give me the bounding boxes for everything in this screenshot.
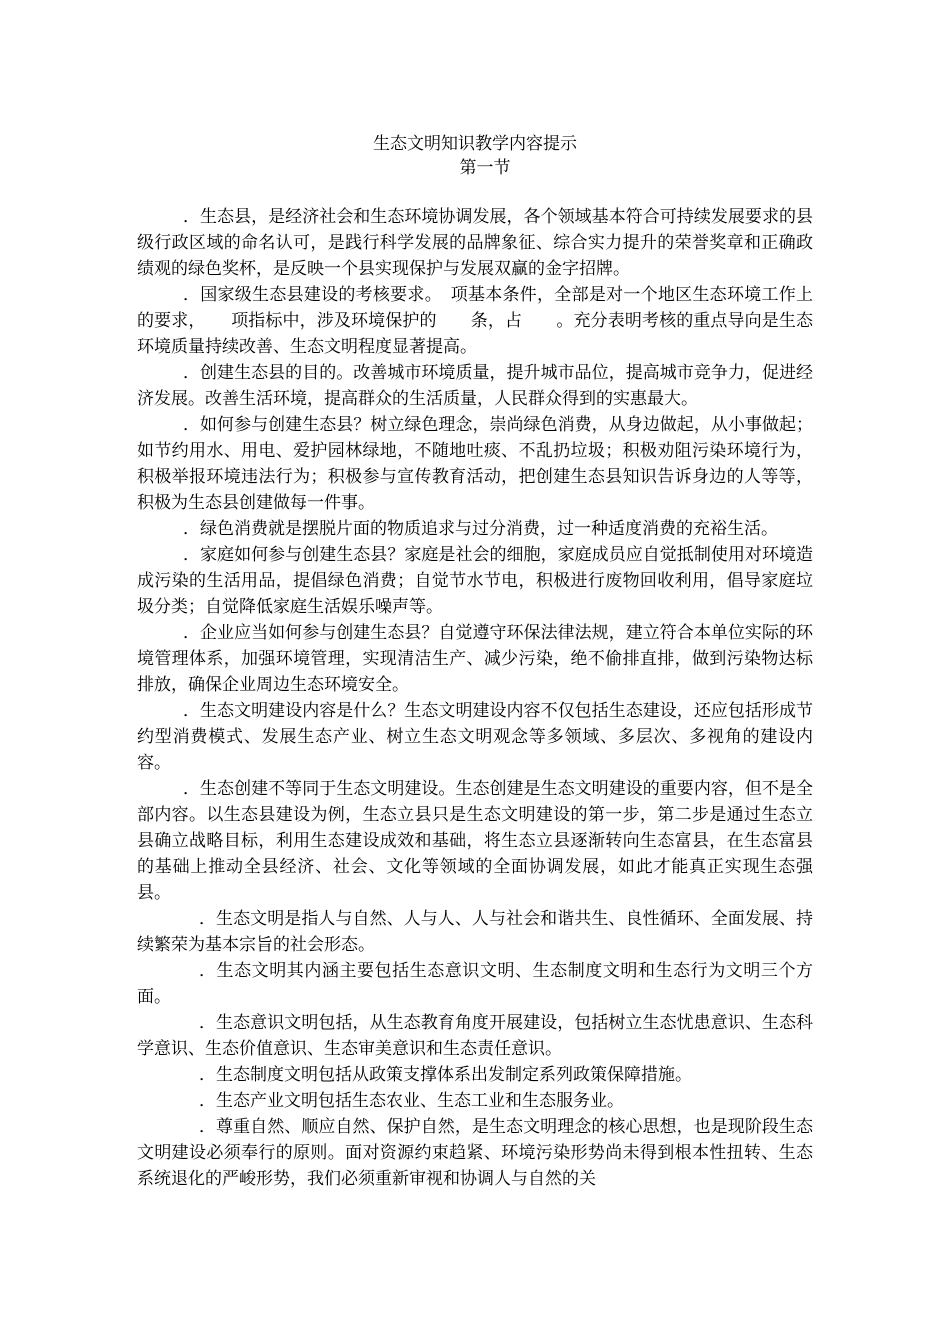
paragraph-6: ．家庭如何参与创建生态县？家庭是社会的细胞，家庭成员应自觉抵制使用对环境造成污染的生活用品，提倡绿色消费；自觉节水节电，积极进行废物回收利用，倡导家庭垃圾分类；自觉降低家庭生活娱乐噪声等。 bbox=[137, 545, 813, 617]
paragraph-11: ．生态文明其内涵主要包括生态意识文明、生态制度文明和生态行为文明三个方面。 bbox=[137, 961, 813, 1007]
section-heading: 第一节 bbox=[459, 158, 511, 178]
paragraph-12: ．生态意识文明包括，从生态教育角度开展建设，包括树立生态忧患意识、生态科学意识、生态价值意识、生态审美意识和生态责任意识。 bbox=[137, 1013, 813, 1059]
paragraph-3: ．创建生态县的目的。改善城市环境质量，提升城市品位，提高城市竞争力，促进经济发展。改善生活环境，提高群众的生活质量，人民群众得到的实惠最大。 bbox=[137, 363, 813, 409]
paragraph-5: ．绿色消费就是摆脱片面的物质追求与过分消费，过一种适度消费的充裕生活。 bbox=[183, 519, 778, 539]
paragraph-4: ．如何参与创建生态县？树立绿色理念，崇尚绿色消费，从身边做起，从小事做起；如节约用水、用电、爱护园林绿地，不随地吐痰、不乱扔垃圾；积极劝阻污染环境行为，积极举报环境违法行为；积极参与宣传教育活动，把创建生态县知识告诉身边的人等等，积极为生态县创建做每一件事。 bbox=[137, 415, 813, 513]
paragraph-10: ．生态文明是指人与自然、人与人、人与社会和谐共生、良性循环、全面发展、持续繁荣为基本宗旨的社会形态。 bbox=[137, 909, 813, 955]
document-page bbox=[137, 132, 813, 1192]
paragraph-8: ．生态文明建设内容是什么？生态文明建设内容不仅包括生态建设，还应包括形成节约型消费模式、发展生态产业、树立生态文明观念等多领域、多层次、多视角的建设内容。 bbox=[137, 701, 813, 773]
paragraph-1: ．生态县，是经济社会和生态环境协调发展，各个领域基本符合可持续发展要求的县级行政区域的命名认可，是践行科学发展的品牌象征、综合实力提升的荣誉奖章和正确政绩观的绿色奖杯，是反映一个县实现保护与发展双赢的金字招牌。 bbox=[137, 207, 813, 279]
paragraph-14: ．生态产业文明包括生态农业、生态工业和生态服务业。 bbox=[199, 1091, 624, 1111]
paragraph-13: ．生态制度文明包括从政策支撑体系出发制定系列政策保障措施。 bbox=[199, 1065, 692, 1085]
paragraph-2: ．国家级生态县建设的考核要求。 项基本条件，全部是对一个地区生态环境工作上的要求， 项指标中，涉及环境保护的 条，占 。充分表明考核的重点导向是生态环境质量持续改善、生态文明程度显著提高。 bbox=[137, 285, 813, 357]
paragraph-9: ．生态创建不等同于生态文明建设。生态创建是生态文明建设的重要内容，但不是全部内容。以生态县建设为例，生态立县只是生态文明建设的第一步，第二步是通过生态立县确立战略目标，利用生态建设成效和基础，将生态立县逐渐转向生态富县，在生态富县的基础上推动全县经济、社会、文化等领域的全面协调发展，如此才能真正实现生态强县。 bbox=[137, 779, 813, 903]
paragraph-7: ．企业应当如何参与创建生态县？自觉遵守环保法律法规，建立符合本单位实际的环境管理体系，加强环境管理，实现清洁生产、减少污染，绝不偷排直排，做到污染物达标排放，确保企业周边生态环境安全。 bbox=[137, 623, 813, 695]
document-title: 生态文明知识教学内容提示 bbox=[373, 134, 577, 154]
paragraph-15: ．尊重自然、顺应自然、保护自然，是生态文明理念的核心思想，也是现阶段生态文明建设必须奉行的原则。面对资源约束趋紧、环境污染形势尚未得到根本性扭转、生态系统退化的严峻形势，我们必须重新审视和协调人与自然的关 bbox=[137, 1117, 813, 1189]
